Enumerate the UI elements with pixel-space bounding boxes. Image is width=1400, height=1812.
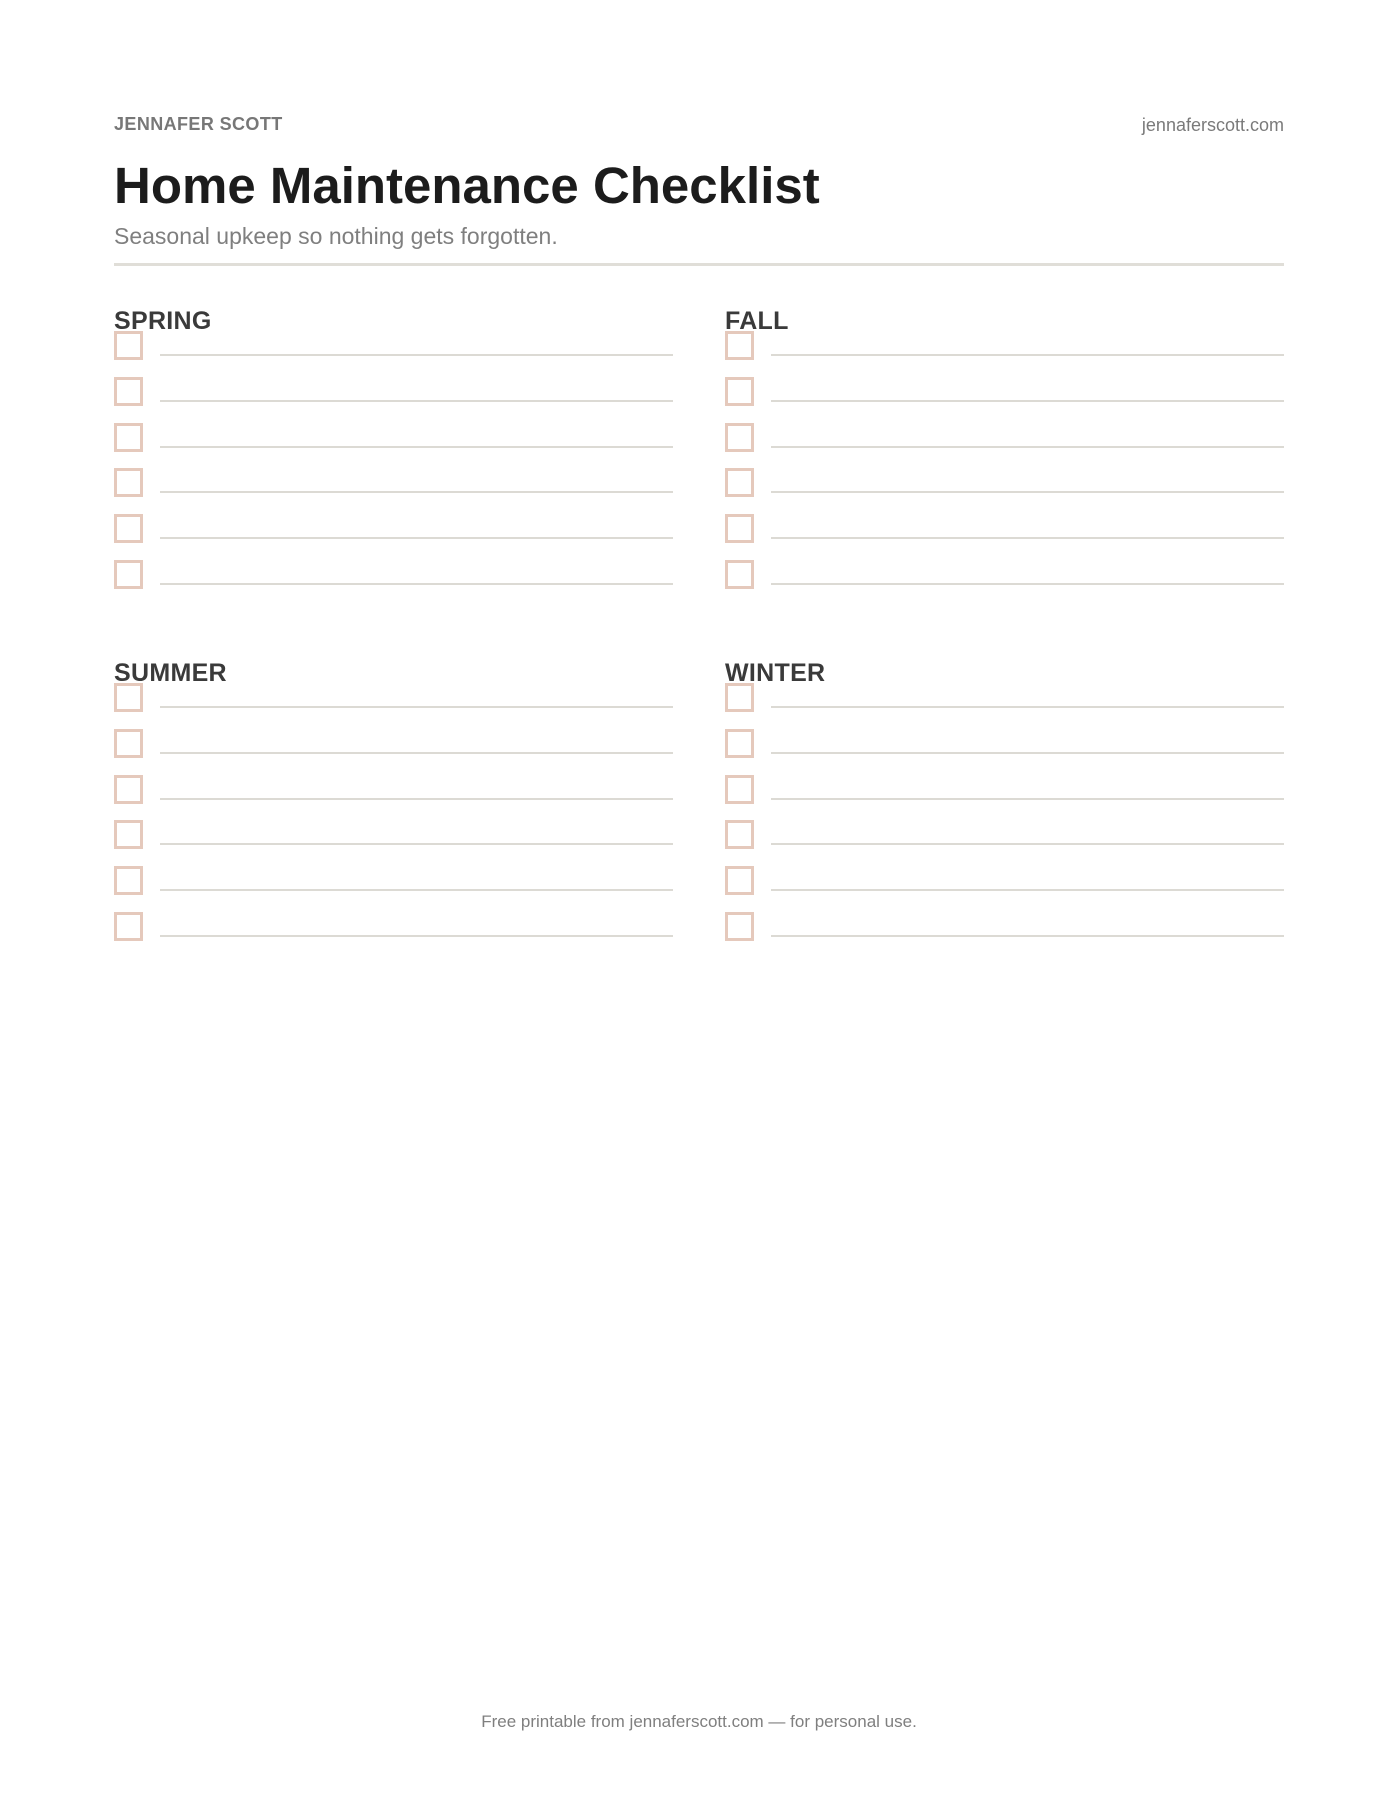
writing-line[interactable] — [160, 889, 673, 891]
checkbox[interactable] — [114, 775, 143, 804]
checkbox[interactable] — [114, 683, 143, 712]
checklist-item[interactable] — [725, 912, 1284, 942]
checkbox[interactable] — [114, 866, 143, 895]
checkbox[interactable] — [725, 331, 754, 360]
checkbox[interactable] — [114, 729, 143, 758]
writing-line[interactable] — [160, 446, 673, 448]
site-url: jennaferscott.com — [1141, 115, 1284, 135]
checkbox[interactable] — [114, 820, 143, 849]
section-title: SPRING — [114, 307, 212, 335]
checklist-item[interactable] — [725, 820, 1284, 850]
checkbox[interactable] — [725, 560, 754, 589]
writing-line[interactable] — [771, 491, 1284, 493]
checklist-item[interactable] — [725, 560, 1284, 590]
checklist-item[interactable] — [114, 775, 673, 805]
section-title: SUMMER — [114, 659, 227, 687]
section-title: WINTER — [725, 659, 826, 687]
writing-line[interactable] — [160, 798, 673, 800]
checklist-item[interactable] — [114, 820, 673, 850]
checkbox[interactable] — [114, 331, 143, 360]
writing-line[interactable] — [771, 446, 1284, 448]
checkbox[interactable] — [114, 514, 143, 543]
writing-line[interactable] — [771, 583, 1284, 585]
checkbox[interactable] — [725, 423, 754, 452]
checklist-item[interactable] — [114, 866, 673, 896]
checklist-item[interactable] — [725, 729, 1284, 759]
checklist-page — [114, 0, 1284, 1812]
writing-line[interactable] — [771, 706, 1284, 708]
checkbox[interactable] — [725, 866, 754, 895]
checkbox[interactable] — [725, 912, 754, 941]
checklist-item[interactable] — [725, 331, 1284, 361]
page-subtitle: Seasonal upkeep so nothing gets forgotten. — [114, 223, 558, 249]
writing-line[interactable] — [160, 537, 673, 539]
footer-note: Free printable from jennaferscott.com — for personal use. — [481, 1712, 917, 1731]
checklist-item[interactable] — [114, 912, 673, 942]
checkbox[interactable] — [114, 912, 143, 941]
writing-line[interactable] — [160, 935, 673, 937]
checkbox[interactable] — [114, 468, 143, 497]
checklist-item[interactable] — [114, 729, 673, 759]
checkbox[interactable] — [114, 560, 143, 589]
brand-name: JENNAFER SCOTT — [114, 114, 283, 134]
checkbox[interactable] — [114, 377, 143, 406]
writing-line[interactable] — [771, 889, 1284, 891]
writing-line[interactable] — [160, 583, 673, 585]
section-title: FALL — [725, 307, 789, 335]
writing-line[interactable] — [160, 491, 673, 493]
checkbox[interactable] — [725, 683, 754, 712]
header-divider — [114, 263, 1284, 266]
checklist-item[interactable] — [114, 514, 673, 544]
writing-line[interactable] — [160, 400, 673, 402]
checkbox[interactable] — [725, 514, 754, 543]
writing-line[interactable] — [160, 354, 673, 356]
checkbox[interactable] — [725, 377, 754, 406]
checklist-item[interactable] — [725, 423, 1284, 453]
writing-line[interactable] — [771, 752, 1284, 754]
checklist-item[interactable] — [725, 514, 1284, 544]
writing-line[interactable] — [771, 537, 1284, 539]
checklist-item[interactable] — [725, 775, 1284, 805]
writing-line[interactable] — [771, 798, 1284, 800]
header-row — [114, 114, 1284, 140]
writing-line[interactable] — [160, 706, 673, 708]
writing-line[interactable] — [771, 935, 1284, 937]
checklist-item[interactable] — [114, 377, 673, 407]
writing-line[interactable] — [160, 752, 673, 754]
checkbox[interactable] — [114, 423, 143, 452]
checklist-item[interactable] — [114, 560, 673, 590]
writing-line[interactable] — [771, 400, 1284, 402]
page-title: Home Maintenance Checklist — [114, 157, 820, 214]
checkbox[interactable] — [725, 820, 754, 849]
checkbox[interactable] — [725, 775, 754, 804]
checklist-item[interactable] — [725, 377, 1284, 407]
checklist-item[interactable] — [725, 866, 1284, 896]
checklist-item[interactable] — [725, 468, 1284, 498]
checklist-item[interactable] — [114, 423, 673, 453]
writing-line[interactable] — [771, 843, 1284, 845]
checklist-item[interactable] — [114, 468, 673, 498]
writing-line[interactable] — [771, 354, 1284, 356]
checkbox[interactable] — [725, 729, 754, 758]
checkbox[interactable] — [725, 468, 754, 497]
writing-line[interactable] — [160, 843, 673, 845]
